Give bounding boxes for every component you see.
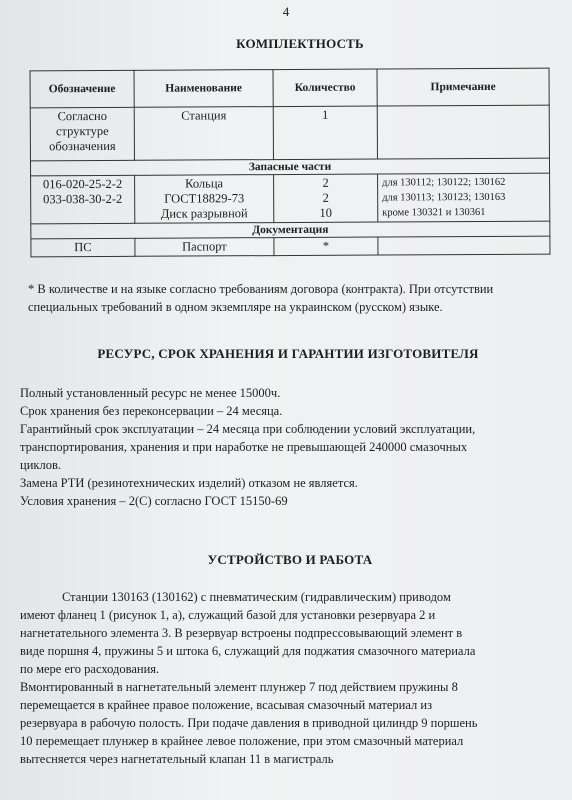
- footnote: * В количестве и на языке согласно требованиям договора (контракта). При отсутствии специальных требований в одном экземпляре на украинском (русском) языке.: [28, 282, 494, 314]
- text-line: перемещается в крайнее правое положение, всасывая смазочный материал из: [20, 698, 433, 712]
- text-line: Условия хранения – 2(С) согласно ГОСТ 15150-69: [20, 494, 288, 508]
- cell-name: Кольца ГОСТ18829-73 Диск разрывной: [135, 175, 274, 224]
- text-line: имеют фланец 1 (рисунок 1, а), служащий базой для установки резервуара 2 и: [20, 608, 436, 622]
- text-line: 10 перемещает плунжер в крайнее левое положение, при этом смазочный материал: [20, 734, 464, 748]
- cell-designation: Согласно структуре обозначения: [30, 107, 134, 161]
- documentation-title: Документация: [31, 221, 550, 239]
- cell-note: [378, 236, 550, 255]
- cell-designation: 016-020-25-2-2 033-038-30-2-2: [31, 175, 135, 224]
- header-designation: Обозначение: [30, 70, 134, 108]
- spare-parts-title: Запасные части: [30, 158, 549, 176]
- page-number: 4: [282, 4, 290, 19]
- text-line: циклов.: [20, 458, 61, 472]
- section-title-design: УСТРОЙСТВО И РАБОТА: [207, 552, 373, 567]
- text-line: Вмонтированный в нагнетательный элемент плунжер 7 под действием пружины 8: [20, 680, 458, 694]
- text-line: вытесняется через нагнетательный клапан 11 в магистраль: [20, 752, 334, 766]
- header-quantity: Количество: [273, 69, 377, 107]
- table-row: [31, 173, 550, 224]
- cell-name: Станция: [134, 107, 273, 161]
- text-line: резервуара в рабочую полость. При подаче давления в приводной цилиндр 9 поршень: [20, 716, 478, 730]
- text-line: транспортирования, хранения и при наработке не превышающей 240000 смазочных: [20, 440, 468, 454]
- completeness-table: [30, 68, 551, 258]
- text-line: Гарантийный срок эксплуатации – 24 месяца при соблюдении условий эксплуатации,: [20, 422, 476, 436]
- cell-qty: 2 2 10: [274, 174, 378, 223]
- cell-qty: *: [274, 237, 378, 256]
- header-name: Наименование: [134, 70, 273, 108]
- text-line: нагнетательного элемента 3. В резервуар встроены подпрессовывающий элемент в: [20, 626, 463, 640]
- cell-designation: ПС: [31, 238, 135, 257]
- resource-text: [20, 384, 570, 510]
- cell-name: Паспорт: [135, 238, 274, 257]
- table-row: [31, 236, 550, 257]
- text-line: виде поршня 4, пружины 5 и штока 6, служащий для поджатия смазочного материала: [20, 644, 476, 658]
- text-line: по мере его расходования.: [20, 662, 160, 676]
- table-row: [30, 105, 549, 161]
- section-title-resource: РЕСУРС, СРОК ХРАНЕНИЯ И ГАРАНТИИ ИЗГОТОВИТЕЛЯ: [97, 346, 479, 361]
- header-note: Примечание: [377, 68, 549, 106]
- text-line: Замена РТИ (резинотехнических изделий) отказом не является.: [20, 476, 358, 490]
- cell-qty: 1: [273, 106, 377, 160]
- text-line: Срок хранения без переконсервации – 24 месяца.: [20, 404, 283, 418]
- text-line: Полный установленный ресурс не менее 15000ч.: [20, 386, 281, 400]
- cell-note: [377, 105, 549, 159]
- cell-note: для 130112; 130122; 130162 для 130113; 130123; 130163 кроме 130321 и 130361: [378, 173, 550, 222]
- text-line: Станции 130163 (130162) с пневматическим (гидравлическим) приводом: [62, 590, 451, 604]
- table-header-row: [30, 68, 549, 108]
- design-text: [20, 588, 570, 768]
- section-title-completeness: КОМПЛЕКТНОСТЬ: [236, 36, 364, 51]
